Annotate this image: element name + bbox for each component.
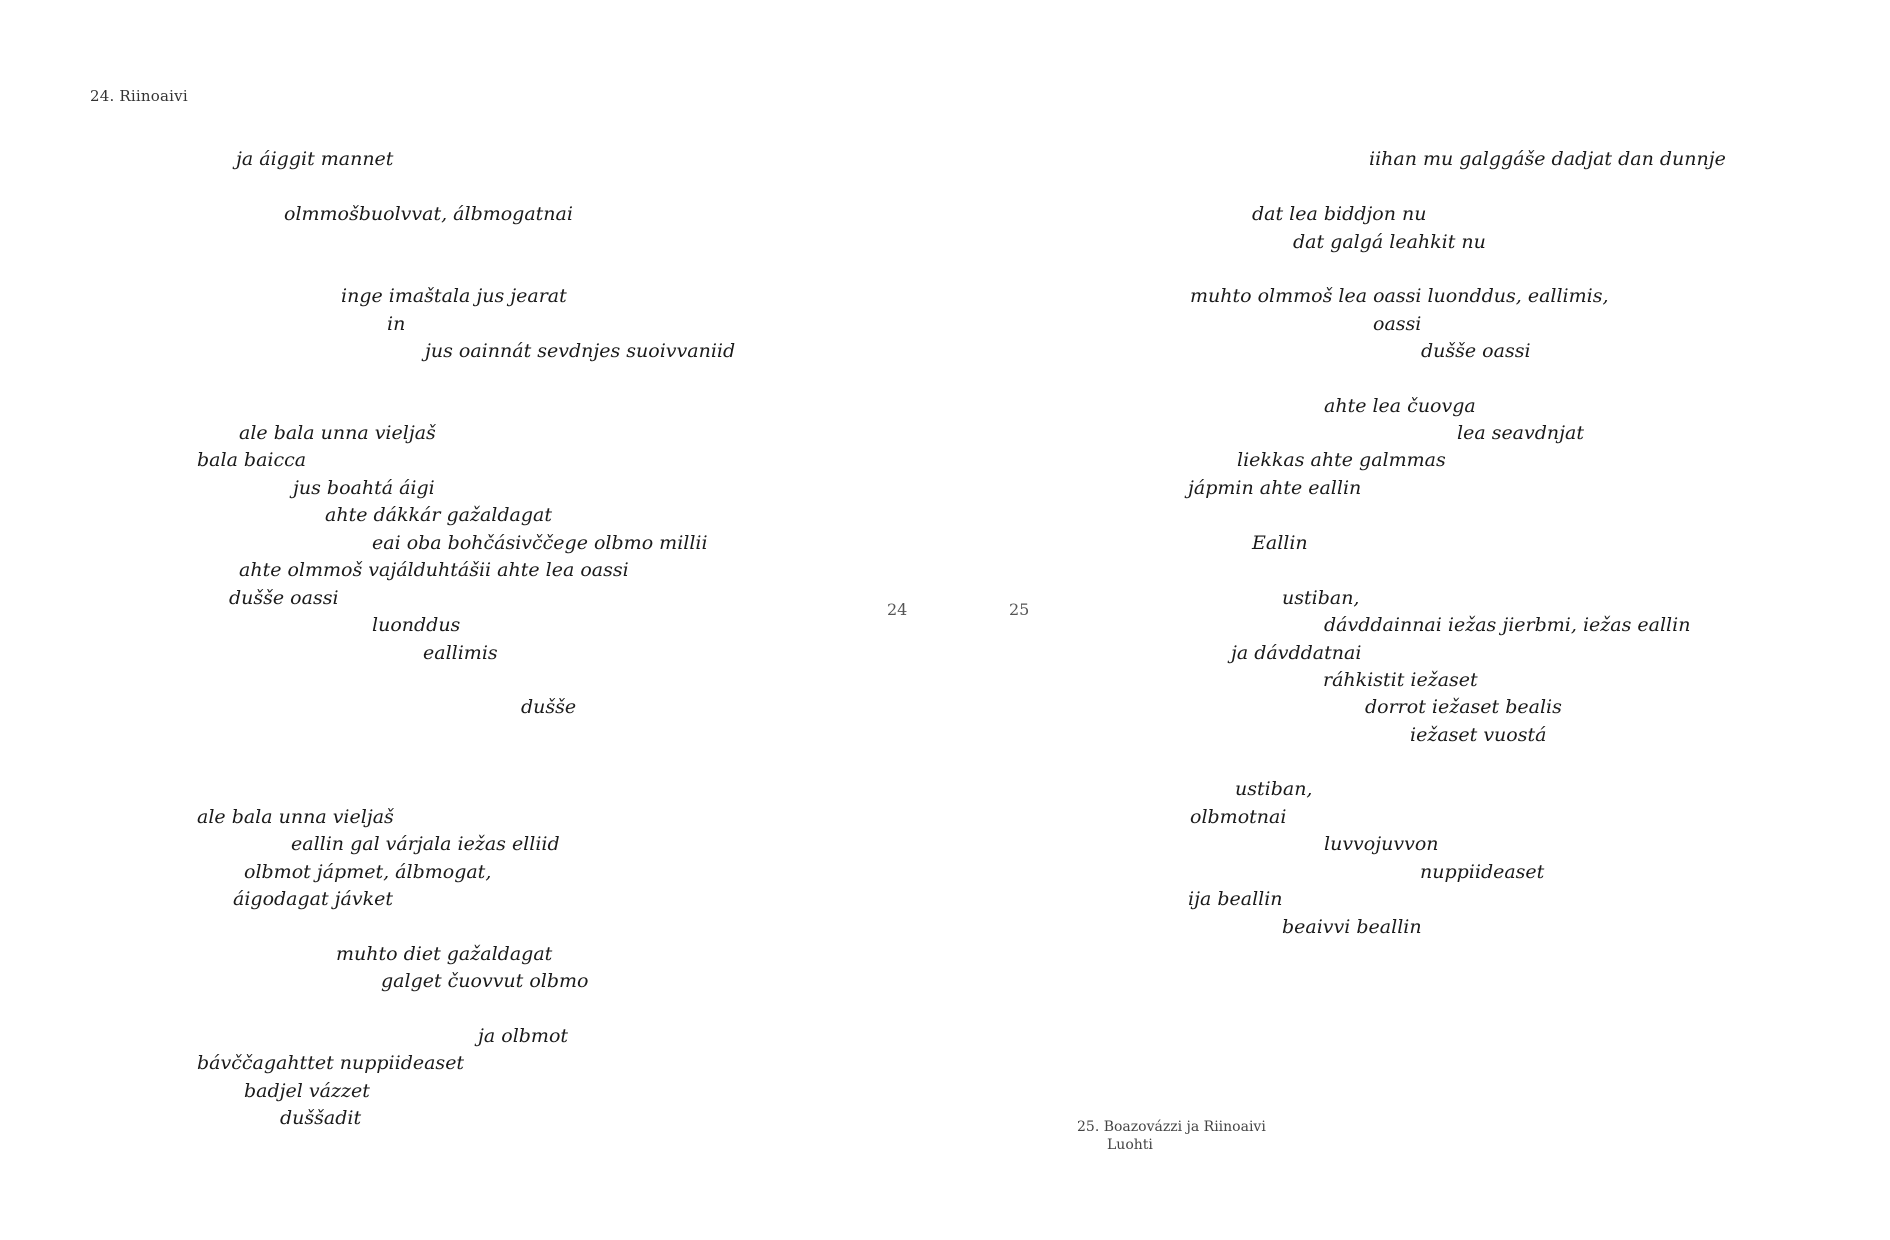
poem-line: muhto diet gažaldagat [336, 943, 553, 965]
poem-line: ustiban, [1282, 587, 1360, 609]
poem-line: duššadit [280, 1107, 362, 1129]
poem-line: oassi [1373, 313, 1422, 335]
poem-line: dat galgá leahkit nu [1293, 231, 1486, 253]
poem-line: beaivvi beallin [1282, 916, 1422, 938]
poem-line: ale bala unna vieljaš [239, 422, 436, 444]
poem-line: ja áiggit mannet [236, 148, 394, 170]
poem-line: jus boahtá áigi [293, 477, 435, 499]
poem-line: eallimis [423, 642, 498, 664]
right-page [945, 0, 1890, 1240]
poem-line: luvvojuvvon [1324, 833, 1439, 855]
poem-line: ahte dákkár gažaldagat [325, 504, 552, 526]
poem-line: dávddainnai iežas jierbmi, iežas eallin [1324, 614, 1691, 636]
page-number: 25 [1009, 600, 1030, 619]
poem-line: olbmotnai [1190, 806, 1287, 828]
poem-line: ahte lea čuovga [1324, 395, 1476, 417]
poem-line: Eallin [1252, 532, 1308, 554]
footer-subtitle: Luohti [1107, 1137, 1153, 1153]
poem-line: in [387, 313, 406, 335]
page-number: 24 [887, 600, 908, 619]
running-head: 24. Riinoaivi [90, 87, 188, 105]
poem-line: olmmošbuolvvat, álbmogatnai [284, 203, 573, 225]
poem-line: inge imaštala jus jearat [341, 285, 567, 307]
poem-line: ja olbmot [478, 1025, 569, 1047]
poem-line: muhto olmmoš lea oassi luonddus, eallimis, [1190, 285, 1609, 307]
poem-line: iihan mu galggáše dadjat dan dunnje [1369, 148, 1726, 170]
poem-line: ija beallin [1188, 888, 1283, 910]
poem-line: ale bala unna vieljaš [197, 806, 394, 828]
poem-line: bala baicca [197, 449, 307, 471]
poem-line: iežaset vuostá [1410, 724, 1547, 746]
poem-line: jápmin ahte eallin [1188, 477, 1362, 499]
poem-line: ahte olmmoš vajálduhtášii ahte lea oassi [239, 559, 629, 581]
poem-line: lea seavdnjat [1457, 422, 1584, 444]
poem-line: ráhkistit iežaset [1323, 669, 1478, 691]
poem-line: dušše [521, 696, 577, 718]
poem-line: dušše oassi [229, 587, 339, 609]
poem-line: dorrot iežaset bealis [1365, 696, 1562, 718]
poem-line: ja dávddatnai [1231, 642, 1362, 664]
poem-line: bávččagahttet nuppiideaset [197, 1052, 465, 1074]
poem-line: badjel vázzet [244, 1080, 370, 1102]
poem-line: eai oba bohčásivččege olbmo millii [372, 532, 708, 554]
poem-line: dat lea biddjon nu [1252, 203, 1427, 225]
poem-line: ustiban, [1235, 778, 1313, 800]
poem-line: eallin gal várjala iežas elliid [291, 833, 560, 855]
poem-line: luonddus [372, 614, 461, 636]
poem-line: olbmot jápmet, álbmogat, [244, 861, 492, 883]
poem-line: jus oainnát sevdnjes suoivvaniid [425, 340, 736, 362]
footer-title: 25. Boazovázzi ja Riinoaivi [1077, 1119, 1266, 1135]
poem-line: áigodagat jávket [233, 888, 394, 910]
poem-line: galget čuovvut olbmo [381, 970, 589, 992]
poem-line: dušše oassi [1421, 340, 1531, 362]
poem-line: liekkas ahte galmmas [1237, 449, 1446, 471]
poem-line: nuppiideaset [1420, 861, 1545, 883]
